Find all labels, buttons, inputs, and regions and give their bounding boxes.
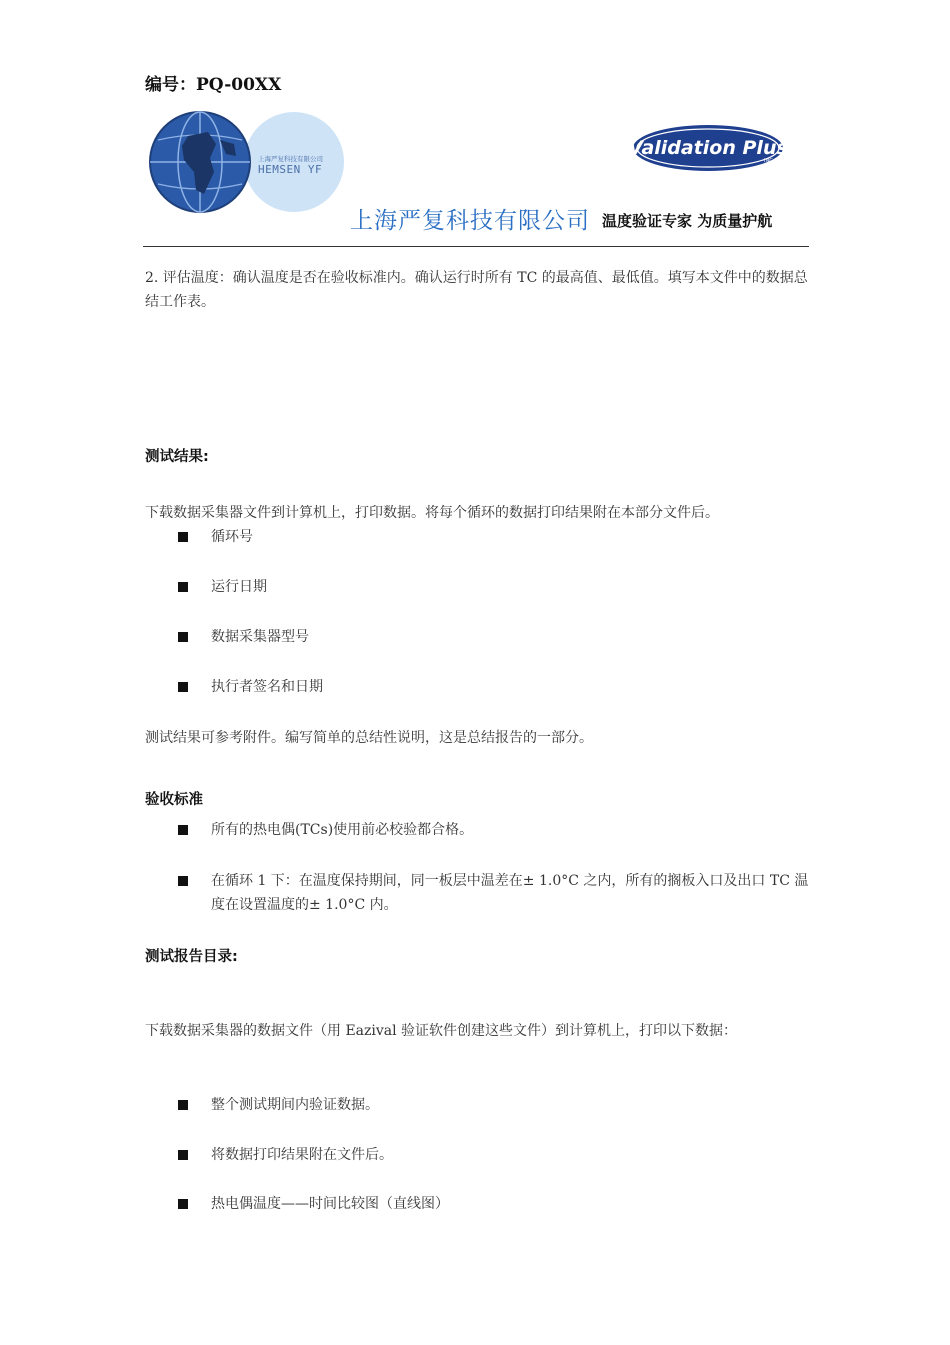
document-page: 编号：PQ-00XX 上海严复科技有限公司 HEMSEN YF Validation Plus INC 上海严复科技有限公司 温度验证专家 为质量护航 2. 评估温度：确认温度是否在验收标准内。确认运行时所有 TC 的最高值、最低值。填写本文件中的数据总结工作表。 测试结果: 下载数据采集器文件到计算机上，打印数据。将每个循环的数据打印结果附在本部分文件后。 循环号 运行日期 数据采集器型号 执行者签名和日期 测试结果可参考附件。编写简单的总结性说明，这是总结报告的一部分。 验收标准 所有的热电偶(TCs)使用前必校验都合格。 在循环 1 下：在温度保持期间，同一板层中温差在± 1.0°C 之内，所有的搁板入口及出口 TC 温度在设置温度的± 1.0°C 内。 测试报告目录: 下载数据采集器的数据文件（用 Eazival 验证软件创建这些文件）到计算机上，打印以下数据： 整个测试期间内验证数据。 将数据打印结果附在文件后。 热电偶温度——时间比较图（直线图）	[0, 0, 950, 1345]
test-results-paragraph: 下载数据采集器文件到计算机上，打印数据。将每个循环的数据打印结果附在本部分文件后。	[145, 505, 719, 521]
acceptance-heading: 验收标准	[145, 792, 203, 808]
bullet-square	[178, 825, 188, 835]
report-heading: 测试报告目录:	[145, 949, 238, 965]
company-name: 上海严复科技有限公司	[350, 208, 590, 234]
bullet-square	[178, 632, 188, 642]
validation-plus-logo	[632, 124, 784, 172]
hemsen-logo	[148, 110, 348, 216]
header-divider	[143, 246, 809, 247]
document-number: 编号：PQ-00XX	[145, 75, 282, 95]
company-slogan: 温度验证专家 为质量护航	[602, 212, 773, 230]
report-paragraph: 下载数据采集器的数据文件（用 Eazival 验证软件创建这些文件）到计算机上，打印以下数据：	[145, 1023, 738, 1039]
bullet-square	[178, 876, 188, 886]
logo-cn-text: 上海严复科技有限公司	[258, 155, 323, 163]
bullet-square	[178, 532, 188, 542]
bullet-square	[178, 1199, 188, 1209]
bullet-square	[178, 1150, 188, 1160]
vp-logo-text: Validation Plus	[632, 137, 784, 159]
test-results-note: 测试结果可参考附件。编写简单的总结性说明，这是总结报告的一部分。	[145, 730, 593, 746]
bullet-square	[178, 1100, 188, 1110]
intro-paragraph: 2. 评估温度：确认温度是否在验收标准内。确认运行时所有 TC 的最高值、最低值。填写本文件中的数据总结工作表。	[145, 270, 808, 310]
vp-logo-sub: INC	[764, 158, 773, 164]
bullet-square	[178, 682, 188, 692]
logo-en-text: HEMSEN YF	[258, 163, 323, 176]
bullet-square	[178, 582, 188, 592]
test-results-heading: 测试结果:	[145, 449, 209, 465]
